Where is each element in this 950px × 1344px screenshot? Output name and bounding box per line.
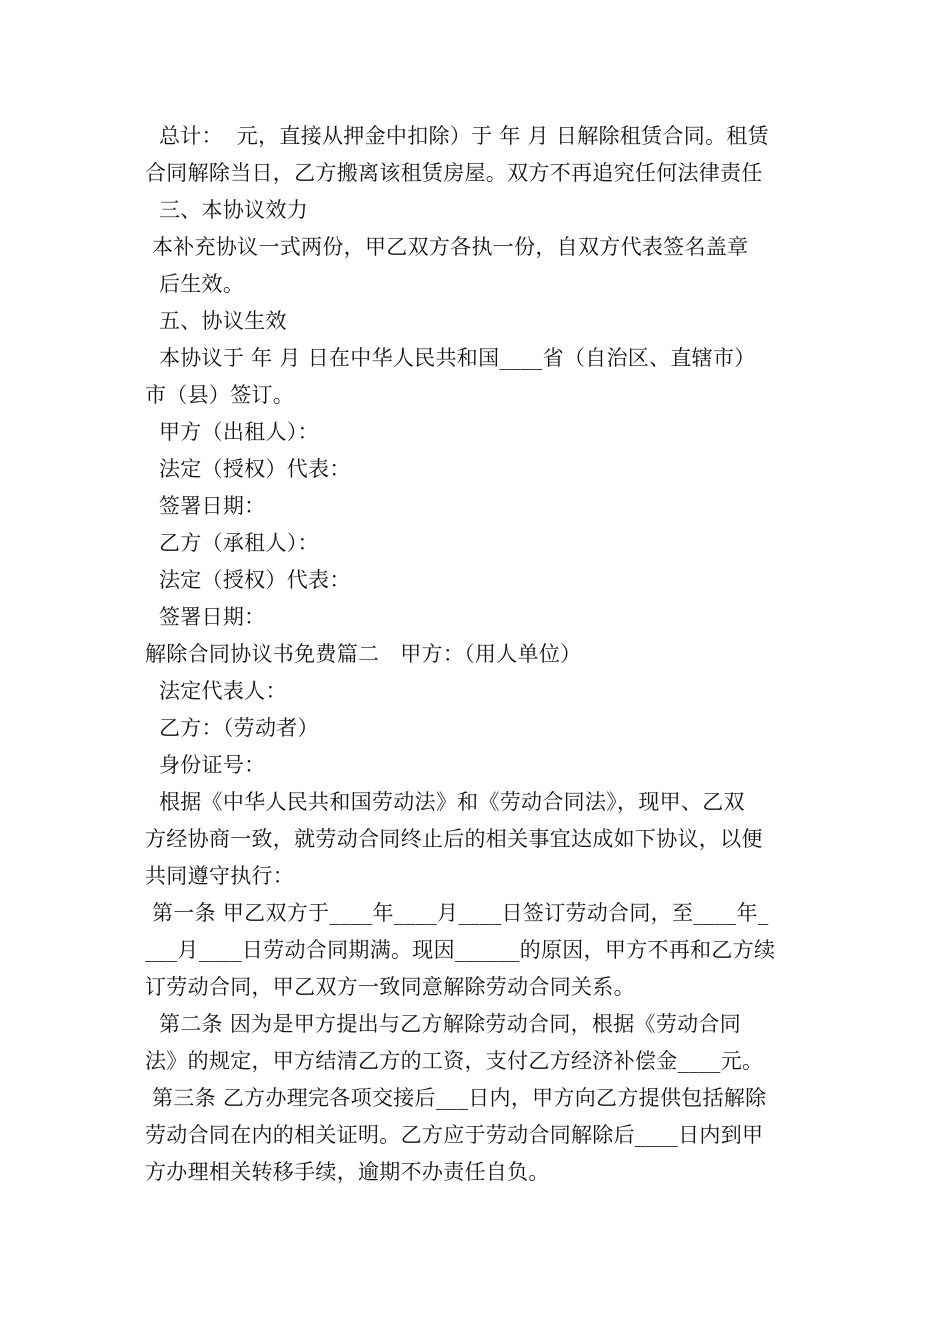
text-line: 本补充协议一式两份，甲乙双方各执一份，自双方代表签名盖章 [145,235,749,259]
text-line: 共同遵守执行： [145,864,295,888]
party-field: 法定代表人： [145,679,287,703]
signature-field: 签署日期： [145,494,266,518]
text-line: 市（县）签订。 [145,383,295,407]
signature-field: 法定（授权）代表： [145,457,351,481]
clause-line: 第一条 甲乙双方于____年____月____日签订劳动合同，至____年_ [145,901,769,925]
section-title: 解除合同协议书免费篇二 甲方：（用人单位） [145,642,582,666]
signature-field: 乙方（承租人）： [145,531,319,555]
text-line: 合同解除当日，乙方搬离该租赁房屋。双方不再追究任何法律责任 [145,161,763,185]
clause-line: 劳动合同在内的相关证明。乙方应于劳动合同解除后____日内到甲 [145,1123,764,1147]
clause-line: 订劳动合同，甲乙双方一致同意解除劳动合同关系。 [145,975,635,999]
text-line: 本协议于 年 月 日在中华人民共和国____省（自治区、直辖市） [145,346,756,370]
party-field: 乙方：（劳动者） [145,716,319,740]
clause-line: 法》的规定，甲方结清乙方的工资，支付乙方经济补偿金____元。 [145,1049,764,1073]
clause-line: 方办理相关转移手续，逾期不办责任自负。 [145,1160,550,1184]
text-line: 根据《中华人民共和国劳动法》和《劳动合同法》，现甲、乙双 [145,790,745,814]
section-heading: 三、本协议效力 [145,198,309,222]
party-field: 身份证号： [145,753,266,777]
clause-line: ___月____日劳动合同期满。现因______的原因，甲方不再和乙方续 [145,938,776,962]
text-line: 后生效。 [145,272,245,296]
clause-line: 第三条 乙方办理完各项交接后___日内，甲方向乙方提供包括解除 [145,1086,767,1110]
text-line: 总计： 元，直接从押金中扣除）于 年 月 日解除租赁合同。租赁 [145,124,769,148]
clause-line: 第二条 因为是甲方提出与乙方解除劳动合同，根据《劳动合同 [145,1012,742,1036]
signature-field: 甲方（出租人）： [145,420,319,444]
signature-field: 法定（授权）代表： [145,568,351,592]
section-heading: 五、协议生效 [145,309,287,333]
text-line: 方经协商一致，就劳动合同终止后的相关事宜达成如下协议，以便 [145,827,763,851]
signature-field: 签署日期： [145,605,266,629]
